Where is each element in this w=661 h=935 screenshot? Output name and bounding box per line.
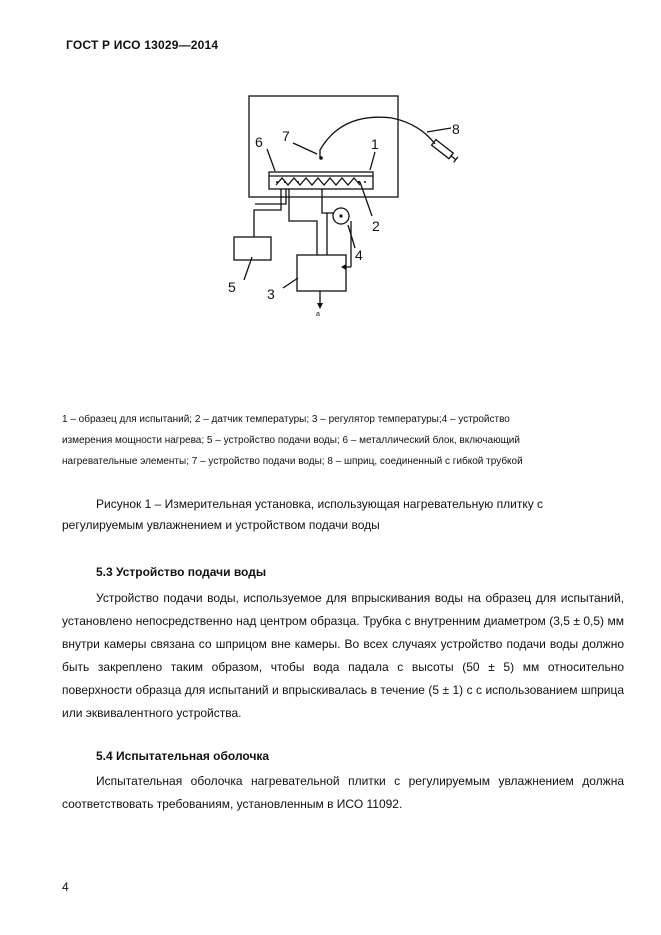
section-5-3-body (62, 587, 624, 725)
label-7: 7 (282, 128, 290, 144)
label-8: 8 (452, 121, 460, 137)
caption-line-1: Рисунок 1 – Измерительная установка, использующая нагревательную плитку с (96, 497, 544, 511)
box-controller (297, 255, 346, 291)
label-a: a (316, 311, 320, 318)
legend-line: 1 – образец для испытаний; 2 – датчик температуры; 3 – регулятор температуры;4 – устройство (62, 414, 510, 425)
box-water-supply (234, 237, 271, 260)
label-5: 5 (228, 279, 236, 295)
section-5-4-body (62, 770, 624, 816)
legend-line: нагревательные элементы; 7 – устройство подачи воды; 8 – шприц, соединенный с гибкой трубкой (62, 456, 523, 467)
paragraph: Испытательная оболочка нагревательной плитки с регулируемым увлажнением должна соответствовать требованиям, установленным в ИСО 11092. (62, 774, 624, 811)
wire-3 (289, 189, 317, 255)
wire-4 (322, 189, 334, 213)
wire-1 (254, 189, 281, 237)
label-2: 2 (372, 218, 380, 234)
section-5-3-heading: 5.3 Устройство подачи воды (96, 565, 267, 579)
figure-caption (62, 494, 622, 536)
caption-line-2: регулируемым увлажнением и устройством подачи воды (62, 518, 380, 532)
document-header: ГОСТ Р ИСО 13029—2014 (66, 38, 219, 52)
label-4: 4 (355, 247, 363, 263)
legend-line: измерения мощности нагрева; 5 – устройство подачи воды; 6 – металлический блок, включающий (62, 435, 520, 446)
heating-elements (276, 178, 360, 185)
measurement-setup-diagram (222, 92, 472, 324)
syringe (432, 140, 458, 163)
section-5-4-heading: 5.4 Испытательная оболочка (96, 749, 270, 763)
figure-legend (62, 409, 602, 472)
page-number: 4 (62, 880, 69, 894)
label-6: 6 (255, 134, 263, 150)
label-1: 1 (371, 136, 379, 152)
label-3: 3 (267, 286, 275, 302)
paragraph: Устройство подачи воды, используемое для впрыскивания воды на образец для испытаний, установлено непосредственно над центром образца. Трубка с внутренним диаметром (3,5 ± 0,5) мм внутри камеры связана со шприцом вне камеры. Во всех случаях устройство подачи воды должно быть закреплено таким образом, чтобы вода падала с высоты (50 ± 5) мм относительно поверхности образца для испытаний и впрыскивалась в течение (5 ± 1) с с использованием шприца или эквивалентного устройства. (62, 591, 624, 720)
measurement-setup-figure (222, 92, 472, 324)
